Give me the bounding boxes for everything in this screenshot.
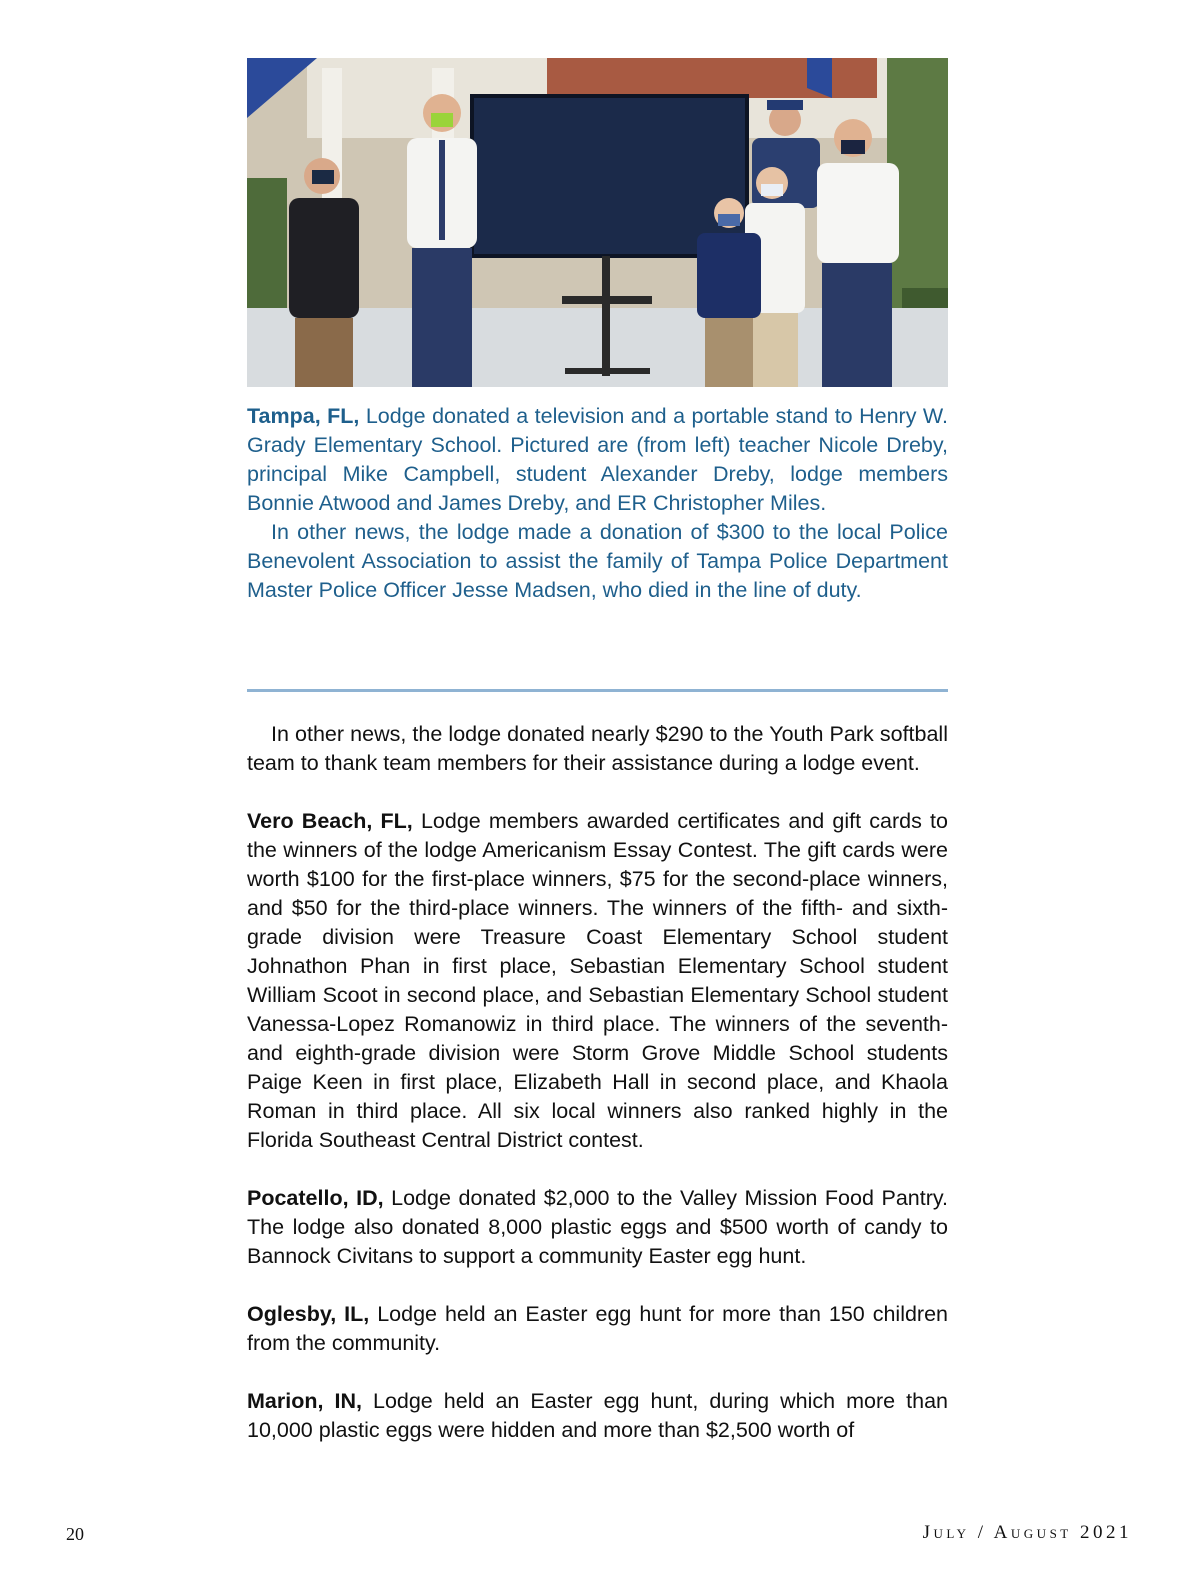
photo-illustration — [247, 58, 948, 387]
caption-place: Tampa, FL, — [247, 404, 360, 428]
article-place: Marion, IN, — [247, 1389, 362, 1413]
article-text: Lodge donated $2,000 to the Valley Mission Food Pantry. The lodge also donated 8,000 plastic eggs and $500 worth of candy to Bannock Civitans to support a community Easter egg hunt. — [247, 1186, 948, 1268]
article-place: Vero Beach, FL, — [247, 809, 413, 833]
article-text: Lodge held an Easter egg hunt for more than 150 children from the community. — [247, 1302, 949, 1355]
news-photo — [247, 58, 948, 387]
article-text: Lodge members awarded certificates and gift cards to the winners of the lodge Americanism Essay Contest. The gift cards were worth $100 for the first-place winners, $75 for the second-place winners, and $50 for the third-place winners. The winners of the fifth- and sixth-grade division were Treasure Coast Elementary School student Johnathon Phan in first place, Sebastian Elementary School student William Scoot in second place, and Sebastian Elementary School student Vanessa-Lopez Romanowiz in third place. The winners of the seventh- and eighth-grade division were Storm Grove Middle School students Paige Keen in first place, Elizabeth Hall in second place, and Khaola Roman in third place. All six local winners also ranked highly in the Florida Southeast Central District contest. — [247, 809, 948, 1152]
article-place: Pocatello, ID, — [247, 1186, 384, 1210]
section-divider — [247, 689, 948, 692]
article-marion — [247, 1387, 948, 1445]
caption-paragraph — [247, 402, 948, 518]
article-text: Lodge held an Easter egg hunt, during which more than 10,000 plastic eggs were hidden and more than $2,500 worth of — [247, 1389, 948, 1442]
caption-paragraph-2: In other news, the lodge made a donation of $300 to the local Police Benevolent Association to assist the family of Tampa Police Department Master Police Officer Jesse Madsen, who died in the line of duty. — [247, 520, 948, 602]
caption-text: Lodge donated a television and a portable stand to Henry W. Grady Elementary School. Pictured are (from left) teacher Nicole Dreby, principal Mike Campbell, student Alexander Dreby, lodge members Bonnie Atwood and James Dreby, and ER Christopher Miles. — [247, 404, 948, 515]
photo-caption — [247, 402, 948, 605]
article-continued: In other news, the lodge donated nearly $290 to the Youth Park softball team to thank team members for their assistance during a lodge event. — [247, 722, 948, 775]
page-number: 20 — [66, 1524, 84, 1544]
article-column — [247, 720, 948, 1474]
issue-date: July / August 2021 — [922, 1522, 1132, 1543]
article-vero-beach — [247, 807, 948, 1155]
article-place: Oglesby, IL, — [247, 1302, 370, 1326]
article-pocatello — [247, 1184, 948, 1271]
article-oglesby — [247, 1300, 948, 1358]
